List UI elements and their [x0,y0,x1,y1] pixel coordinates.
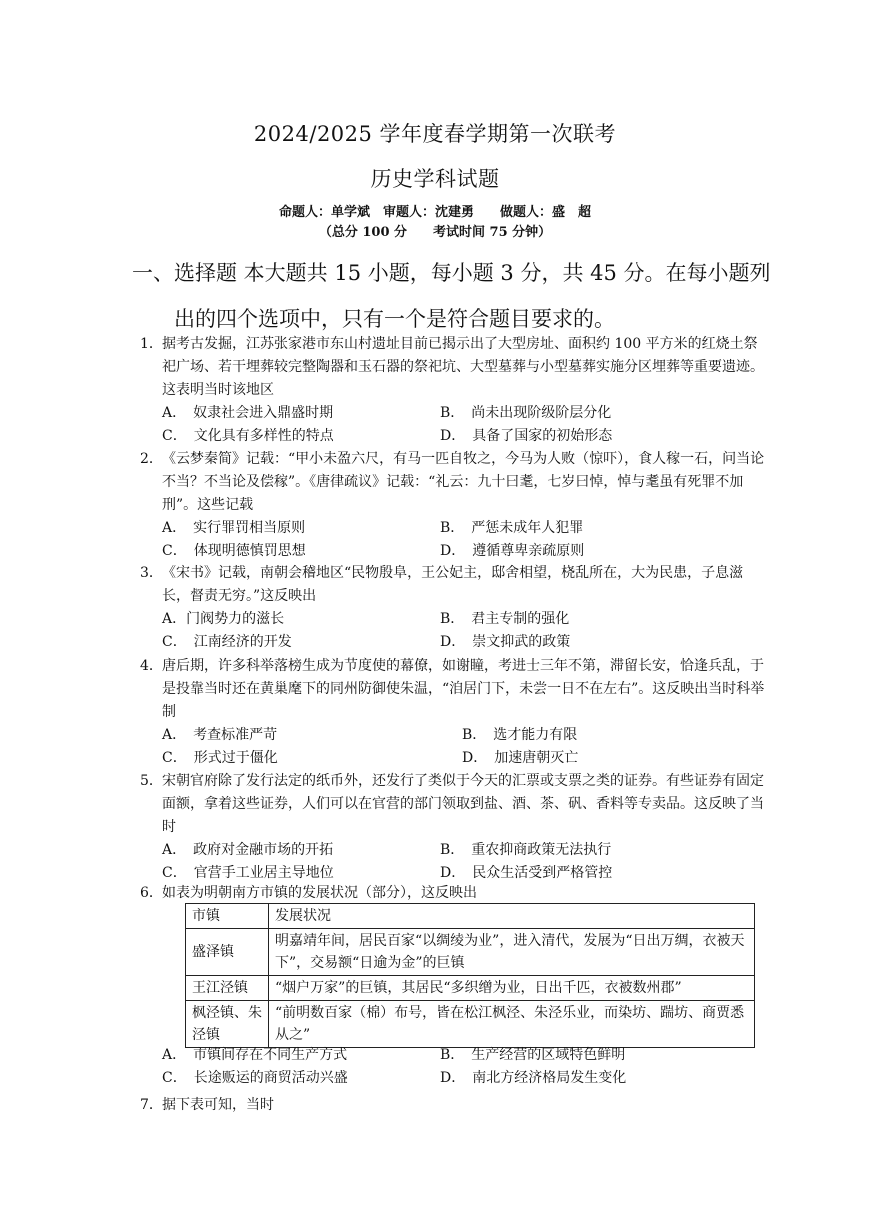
section-heading-line2: 出的四个选项中，只有一个是符合题目要求的。 [174,307,615,331]
question-text: 如表为明朝南方市镇的发展状况（部分），这反映出 [162,885,477,901]
question-stem [140,1094,770,1117]
question-text: 《宋书》记载，南朝会稽地区“民物殷阜，王公妃主，邸舍相望，桡乱所在，大为民患，子息滋长，督责无穷。”这反映出 [162,565,744,604]
option-d[interactable]: D． 南北方经济格局发生变化 [440,1070,627,1086]
question-4 [140,655,770,770]
question-number: 7． [140,1097,163,1113]
options [162,839,770,885]
question-stem [140,448,770,517]
question-number: 4． [140,658,163,674]
option-c[interactable]: C． 形式过于僵化 [162,750,278,766]
table-header-cell: 发展状况 [269,904,755,929]
option-d[interactable]: D． 遵循尊卑亲疏原则 [440,543,585,559]
option-b[interactable]: B． 尚未出现阶级阶层分化 [440,405,612,421]
option-d[interactable]: D． 加速唐朝灭亡 [462,750,579,766]
table-cell-status: “前明数百家（棉）布号，皆在松江枫泾、朱泾乐业，而染坊、踹坊、商贾悉从之” [269,1001,755,1048]
table-cell-town: 盛泽镇 [186,929,269,976]
question-5 [140,770,770,885]
table-row [186,1001,755,1048]
table-row [186,929,755,976]
options [162,517,770,563]
question-3 [140,562,770,654]
options [162,1044,770,1090]
market-town-table [185,903,755,1048]
option-b[interactable]: B． 选才能力有限 [462,727,578,743]
option-d[interactable]: D． 崇文抑武的政策 [440,634,571,650]
score-time-line: （总分 100 分 考试时间 75 分钟） [318,225,552,240]
option-b[interactable]: B． 严惩未成年人犯罪 [440,520,584,536]
option-c[interactable]: C． 长途贩运的商贸活动兴盛 [162,1070,348,1086]
options [162,724,770,770]
option-a[interactable]: A． 实行罪罚相当原则 [162,520,306,536]
question-stem [140,770,770,839]
option-b[interactable]: B． 重农抑商政策无法执行 [440,842,612,858]
table-cell-status: 明嘉靖年间，居民百家“以绸绫为业”，进入清代，发展为“日出万绸，衣被天下”，交易额“日逾为金”的巨镇 [269,929,755,976]
option-b[interactable]: B． 君主专制的强化 [440,611,570,627]
option-d[interactable]: D． 民众生活受到严格管控 [440,865,613,881]
question-number: 2． [140,451,163,467]
section-heading [132,250,772,342]
option-a[interactable]: A． 政府对金融市场的开拓 [162,842,334,858]
question-1 [140,333,770,448]
section-heading-line1: 一、选择题 本大题共 15 小题，每小题 3 分，共 45 分。在每小题列 [132,261,771,285]
option-a[interactable]: A． 市镇间存在不同生产方式 [162,1047,348,1063]
authors-line: 命题人：单学斌 审题人：沈建勇 做题人：盛 超 [278,205,591,220]
question-stem [140,655,770,724]
question-text: 唐后期，许多科举落榜生成为节度使的幕僚，如谢瞳，考进士三年不第，滞留长安，恰逢兵乱，于是投靠当时还在黄巢麾下的同州防御使朱温，“洎居门下，未尝一日不在左右”。这反映出当时科举制 [162,658,765,720]
option-a[interactable]: A．门阀势力的滋长 [162,611,285,627]
option-c[interactable]: C． 官营手工业居主导地位 [162,865,334,881]
option-d[interactable]: D． 具备了国家的初始形态 [440,428,613,444]
question-text: 《云梦秦简》记载：“甲小未盈六尺，有马一匹自牧之，今马为人败（惊吓），食人稼一石，问当论不当？不当论及偿稼”。《唐律疏议》记载：“礼云：九十曰耄，七岁曰悼，悼与耄虽有死罪不加刑”。这些记载 [162,451,765,513]
exam-title: 2024/2025 学年度春学期第一次联考 [253,122,617,146]
table-row [186,976,755,1001]
question-text: 据下表可知，当时 [162,1097,274,1113]
question-number: 1． [140,336,163,352]
option-b[interactable]: B． 生产经营的区域特色鲜明 [440,1047,626,1063]
question-number: 5． [140,773,163,789]
table-cell-town: 王江泾镇 [186,976,269,1001]
question-6-options [140,1044,770,1090]
question-6 [140,882,770,905]
question-stem [140,333,770,402]
question-text: 宋朝官府除了发行法定的纸币外，还发行了类似于今天的汇票或支票之类的证券。有些证券有固定面额，拿着这些证券，人们可以在官营的部门领取到盐、酒、茶、矾、香料等专卖品。这反映了当时 [162,773,764,835]
option-a[interactable]: A． 奴隶社会进入鼎盛时期 [162,405,334,421]
question-number: 6． [140,885,163,901]
options [162,402,770,448]
option-c[interactable]: C． 文化具有多样性的特点 [162,428,334,444]
question-2 [140,448,770,563]
question-7 [140,1094,770,1117]
question-stem [140,562,770,608]
question-stem [140,882,770,905]
options [162,608,770,654]
option-c[interactable]: C． 体现明德慎罚思想 [162,543,306,559]
table-header-row [186,904,755,929]
subject-title: 历史学科试题 [370,167,500,191]
option-c[interactable]: C． 江南经济的开发 [162,634,292,650]
question-text: 据考古发掘，江苏张家港市东山村遗址目前已揭示出了大型房址、面积约 100 平方米的红烧土祭祀广场、若干埋葬较完整陶器和玉石器的祭祀坑、大型墓葬与小型墓葬实施分区埋葬等重要遗迹。这表明当时该地区 [162,336,764,398]
option-a[interactable]: A． 考查标准严苛 [162,727,278,743]
table-header-cell: 市镇 [186,904,269,929]
table-cell-town: 枫泾镇、朱泾镇 [186,1001,269,1048]
question-number: 3． [140,565,163,581]
table-cell-status: “烟户万家”的巨镇，其居民“多织缯为业，日出千匹，衣被数州郡” [269,976,755,1001]
